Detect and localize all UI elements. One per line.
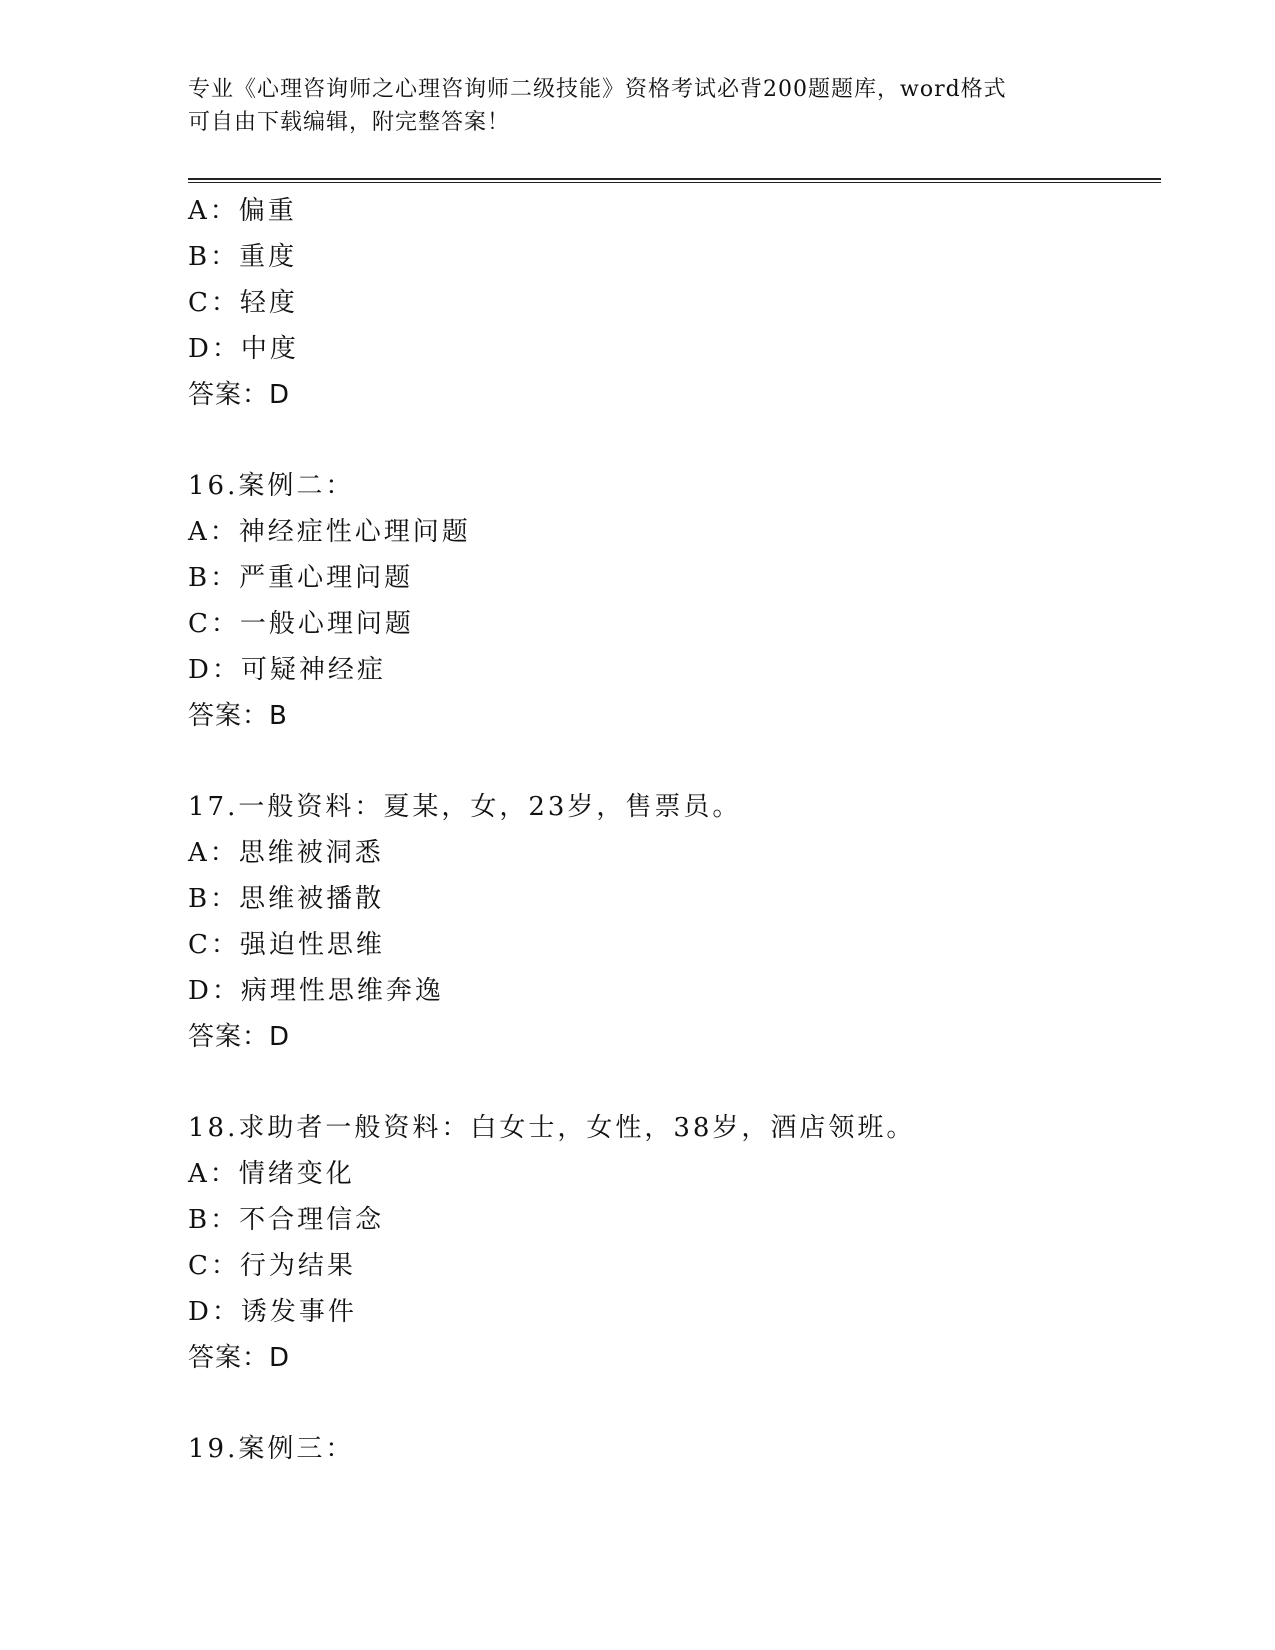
option-c: C：行为结果 — [188, 1251, 356, 1281]
answer-line: 答案：B — [188, 701, 288, 731]
option-b: B：不合理信念 — [188, 1205, 385, 1235]
answer-line: 答案：D — [188, 1343, 291, 1373]
document-header — [188, 73, 1088, 139]
option-d: D：可疑神经症 — [188, 655, 386, 685]
option-d: D：诱发事件 — [188, 1297, 357, 1327]
option-a: A：情绪变化 — [188, 1159, 355, 1189]
option-b: B：重度 — [188, 242, 298, 272]
option-c: C：强迫性思维 — [188, 930, 385, 960]
option-c: C：一般心理问题 — [188, 609, 414, 639]
question-block-19 — [188, 1426, 1148, 1472]
question-text: 16.案例二： — [188, 471, 355, 501]
question-block-15 — [188, 188, 1148, 418]
block-spacer — [188, 418, 1148, 463]
option-d: D：中度 — [188, 334, 299, 364]
question-text: 18.求助者一般资料：白女士，女性，38岁，酒店领班。 — [188, 1113, 916, 1143]
header-title-line-2: 可自由下载编辑，附完整答案！ — [188, 110, 511, 135]
question-block-17 — [188, 784, 1148, 1060]
question-text: 17.一般资料：夏某，女，23岁，售票员。 — [188, 792, 742, 822]
option-a: A：思维被洞悉 — [188, 838, 384, 868]
question-list — [188, 188, 1148, 1472]
option-a: A：神经症性心理问题 — [188, 517, 471, 547]
question-text: 19.案例三： — [188, 1434, 355, 1464]
option-a: A：偏重 — [188, 196, 297, 226]
option-b: B：严重心理问题 — [188, 563, 414, 593]
option-b: B：思维被播散 — [188, 884, 385, 914]
block-spacer — [188, 1381, 1148, 1426]
question-block-18 — [188, 1105, 1148, 1381]
answer-line: 答案：D — [188, 380, 291, 410]
header-divider — [188, 178, 1161, 183]
option-d: D：病理性思维奔逸 — [188, 976, 444, 1006]
block-spacer — [188, 1060, 1148, 1105]
question-block-16 — [188, 463, 1148, 739]
header-title-line-1: 专业《心理咨询师之心理咨询师二级技能》资格考试必背200题题库，word格式 — [188, 77, 1007, 102]
answer-line: 答案：D — [188, 1022, 291, 1052]
option-c: C：轻度 — [188, 288, 298, 318]
block-spacer — [188, 739, 1148, 784]
